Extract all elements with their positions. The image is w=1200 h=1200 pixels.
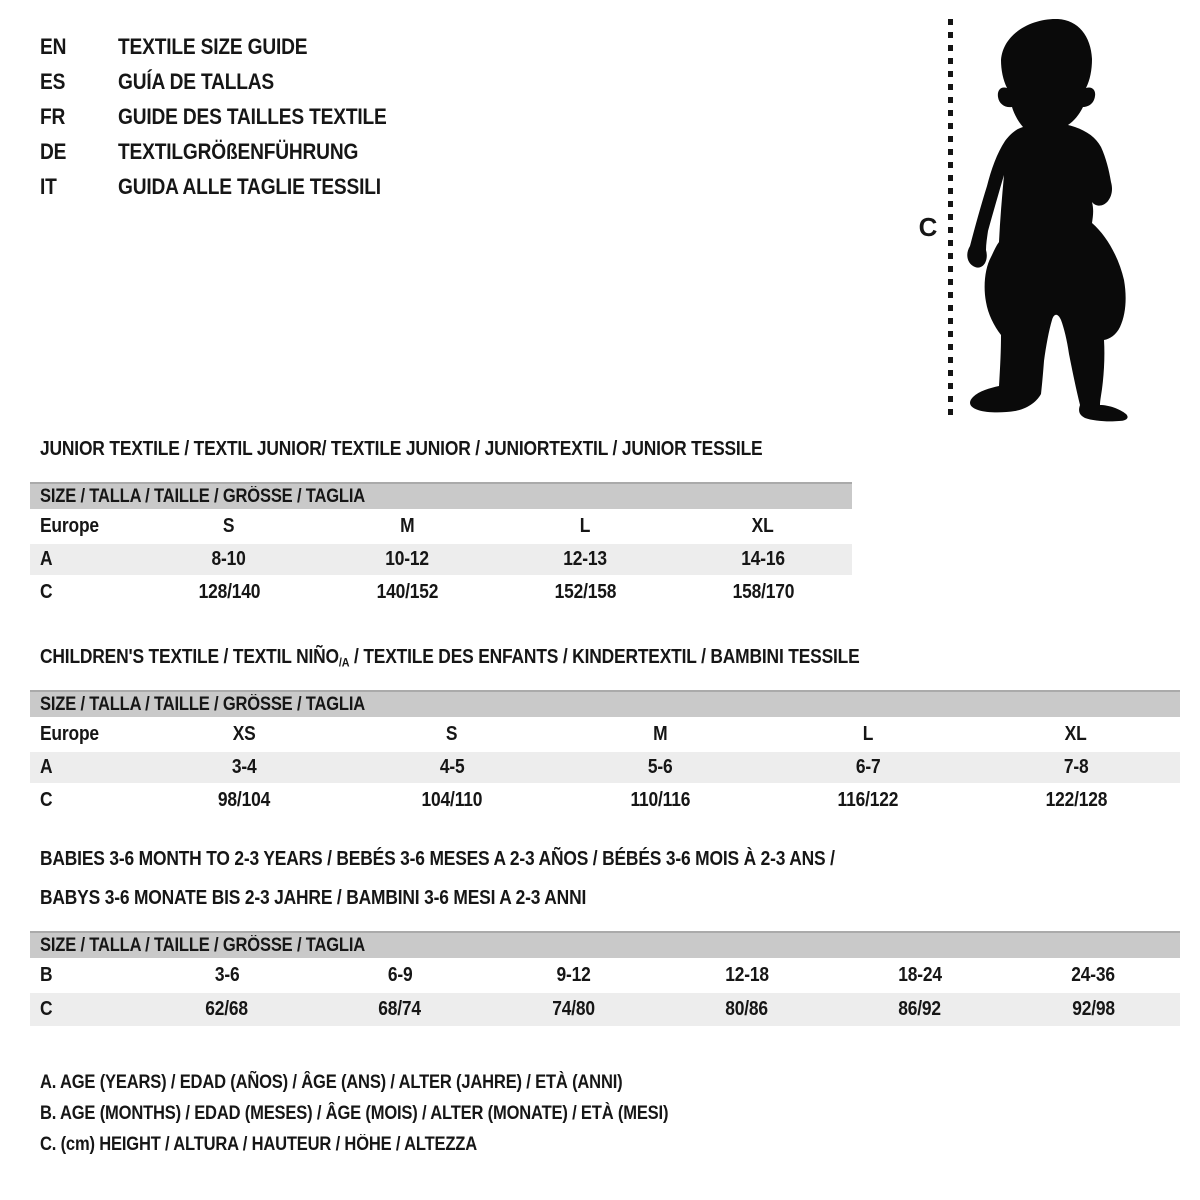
- table-row-europe: [30, 509, 852, 544]
- value-cell: 68/74: [378, 998, 422, 1020]
- value-cell: 7-8: [1063, 756, 1089, 778]
- language-code: ES: [40, 68, 66, 94]
- legend-line-c: C. (cm) HEIGHT / ALTURA / HAUTEUR / HÖHE / ALTEZZA: [40, 1134, 477, 1155]
- value-cell: 9-12: [556, 964, 591, 986]
- value-cell: 122/128: [1045, 789, 1107, 811]
- size-cell: L: [862, 723, 874, 745]
- value-cell: 12-13: [563, 548, 607, 570]
- language-code: IT: [40, 173, 57, 199]
- language-title-list: [40, 29, 427, 204]
- value-cell: 8-10: [211, 548, 247, 570]
- value-cell: 62/68: [205, 998, 248, 1020]
- value-cell: 98/104: [217, 789, 271, 811]
- row-label-cell: A: [40, 548, 53, 570]
- language-row-de: [40, 134, 427, 169]
- value-cell: 116/122: [837, 789, 899, 811]
- size-header-band: SIZE / TALLA / TAILLE / GRÖSSE / TAGLIA: [30, 482, 852, 509]
- value-cell: 10-12: [385, 548, 429, 570]
- value-cell: 5-6: [647, 756, 673, 778]
- language-label: GUÍA DE TALLAS: [118, 68, 275, 94]
- language-row-it: [40, 169, 427, 204]
- value-cell: 110/116: [630, 789, 690, 811]
- value-cell: 3-6: [214, 964, 239, 986]
- table-row-c: [30, 993, 1180, 1026]
- size-cell: S: [446, 723, 458, 745]
- value-cell: 74/80: [551, 998, 595, 1020]
- table-row-a: [30, 752, 1180, 783]
- language-row-es: [40, 64, 427, 99]
- language-code: DE: [40, 138, 67, 164]
- babies-table-title-line2: BABYS 3-6 MONATE BIS 2-3 JAHRE / BAMBINI 3-6 MESI A 2-3 ANNI: [40, 887, 587, 909]
- value-cell: 92/98: [1071, 998, 1115, 1020]
- children-table-title: CHILDREN'S TEXTILE / TEXTIL $NIÑO_{/A}$ / TEXTILE DES ENFANTS / KINDERTEXTIL / BAMBINI TESSILE: [40, 646, 860, 670]
- legend-line-b: B. AGE (MONTHS) / EDAD (MESES) / ÂGE (MOIS) / ALTER (MONATE) / ETÀ (MESI): [40, 1103, 669, 1124]
- table-row-europe: [30, 717, 1180, 752]
- size-cell: L: [579, 515, 591, 537]
- value-cell: 4-5: [439, 756, 465, 778]
- junior-table-title: JUNIOR TEXTILE / TEXTIL JUNIOR/ TEXTILE JUNIOR / JUNIORTEXTIL / JUNIOR TESSILE: [40, 438, 763, 460]
- size-cell: XS: [232, 723, 256, 745]
- value-cell: 6-7: [855, 756, 881, 778]
- babies-table: [30, 931, 1180, 1026]
- language-label: GUIDE DES TAILLES TEXTILE: [118, 103, 387, 129]
- row-label-cell: A: [40, 756, 53, 778]
- measure-label-c: C: [918, 212, 938, 242]
- value-cell: 128/140: [198, 581, 260, 603]
- row-label-cell: C: [40, 789, 53, 811]
- value-cell: 12-18: [724, 964, 769, 986]
- height-measure-dashed-line: [948, 19, 953, 418]
- size-cell: XL: [1065, 723, 1087, 745]
- children-table: [30, 690, 1180, 818]
- region-label: Europe: [40, 723, 99, 745]
- value-cell: 158/170: [732, 581, 794, 603]
- junior-table: [30, 482, 852, 610]
- value-cell: 3-4: [231, 756, 257, 778]
- row-label-cell: C: [40, 998, 53, 1020]
- table-row-c: [30, 575, 852, 610]
- value-cell: 6-9: [387, 964, 413, 986]
- language-row-en: [40, 29, 427, 64]
- value-cell: 18-24: [898, 964, 942, 986]
- size-cell: S: [223, 515, 235, 537]
- table-row-a: [30, 544, 852, 575]
- size-header-band: SIZE / TALLA / TAILLE / GRÖSSE / TAGLIA: [30, 690, 1180, 717]
- region-label: Europe: [40, 515, 99, 537]
- language-code: FR: [40, 103, 66, 129]
- legend-line-a: A. AGE (YEARS) / EDAD (AÑOS) / ÂGE (ANS) / ALTER (JAHRE) / ETÀ (ANNI): [40, 1072, 623, 1093]
- language-label: TEXTILGRÖßENFÜHRUNG: [118, 138, 359, 164]
- language-row-fr: [40, 99, 427, 134]
- language-code: EN: [40, 33, 67, 59]
- value-cell: 86/92: [898, 998, 942, 1020]
- size-cell: M: [399, 515, 415, 537]
- language-label: GUIDA ALLE TAGLIE TESSILI: [118, 173, 381, 199]
- table-row-c: [30, 783, 1180, 818]
- value-cell: 152/158: [554, 581, 616, 603]
- nino-a-subscript: /A: [338, 655, 350, 670]
- value-cell: 140/152: [376, 581, 438, 603]
- language-label: TEXTILE SIZE GUIDE: [118, 33, 308, 59]
- value-cell: 24-36: [1071, 964, 1116, 986]
- value-cell: 80/86: [725, 998, 768, 1020]
- table-row-b: [30, 958, 1180, 993]
- value-cell: 104/110: [421, 789, 483, 811]
- row-label-cell: C: [40, 581, 53, 603]
- babies-table-title-line1: BABIES 3-6 MONTH TO 2-3 YEARS / BEBÉS 3-6 MESES A 2-3 AÑOS / BÉBÉS 3-6 MOIS À 2-3 ANS /: [40, 848, 835, 870]
- value-cell: 14-16: [741, 548, 785, 570]
- size-header-band: SIZE / TALLA / TAILLE / GRÖSSE / TAGLIA: [30, 931, 1180, 958]
- size-cell: M: [652, 723, 668, 745]
- row-label-cell: B: [40, 964, 53, 986]
- size-cell: XL: [752, 515, 774, 537]
- toddler-silhouette-icon: [963, 14, 1143, 422]
